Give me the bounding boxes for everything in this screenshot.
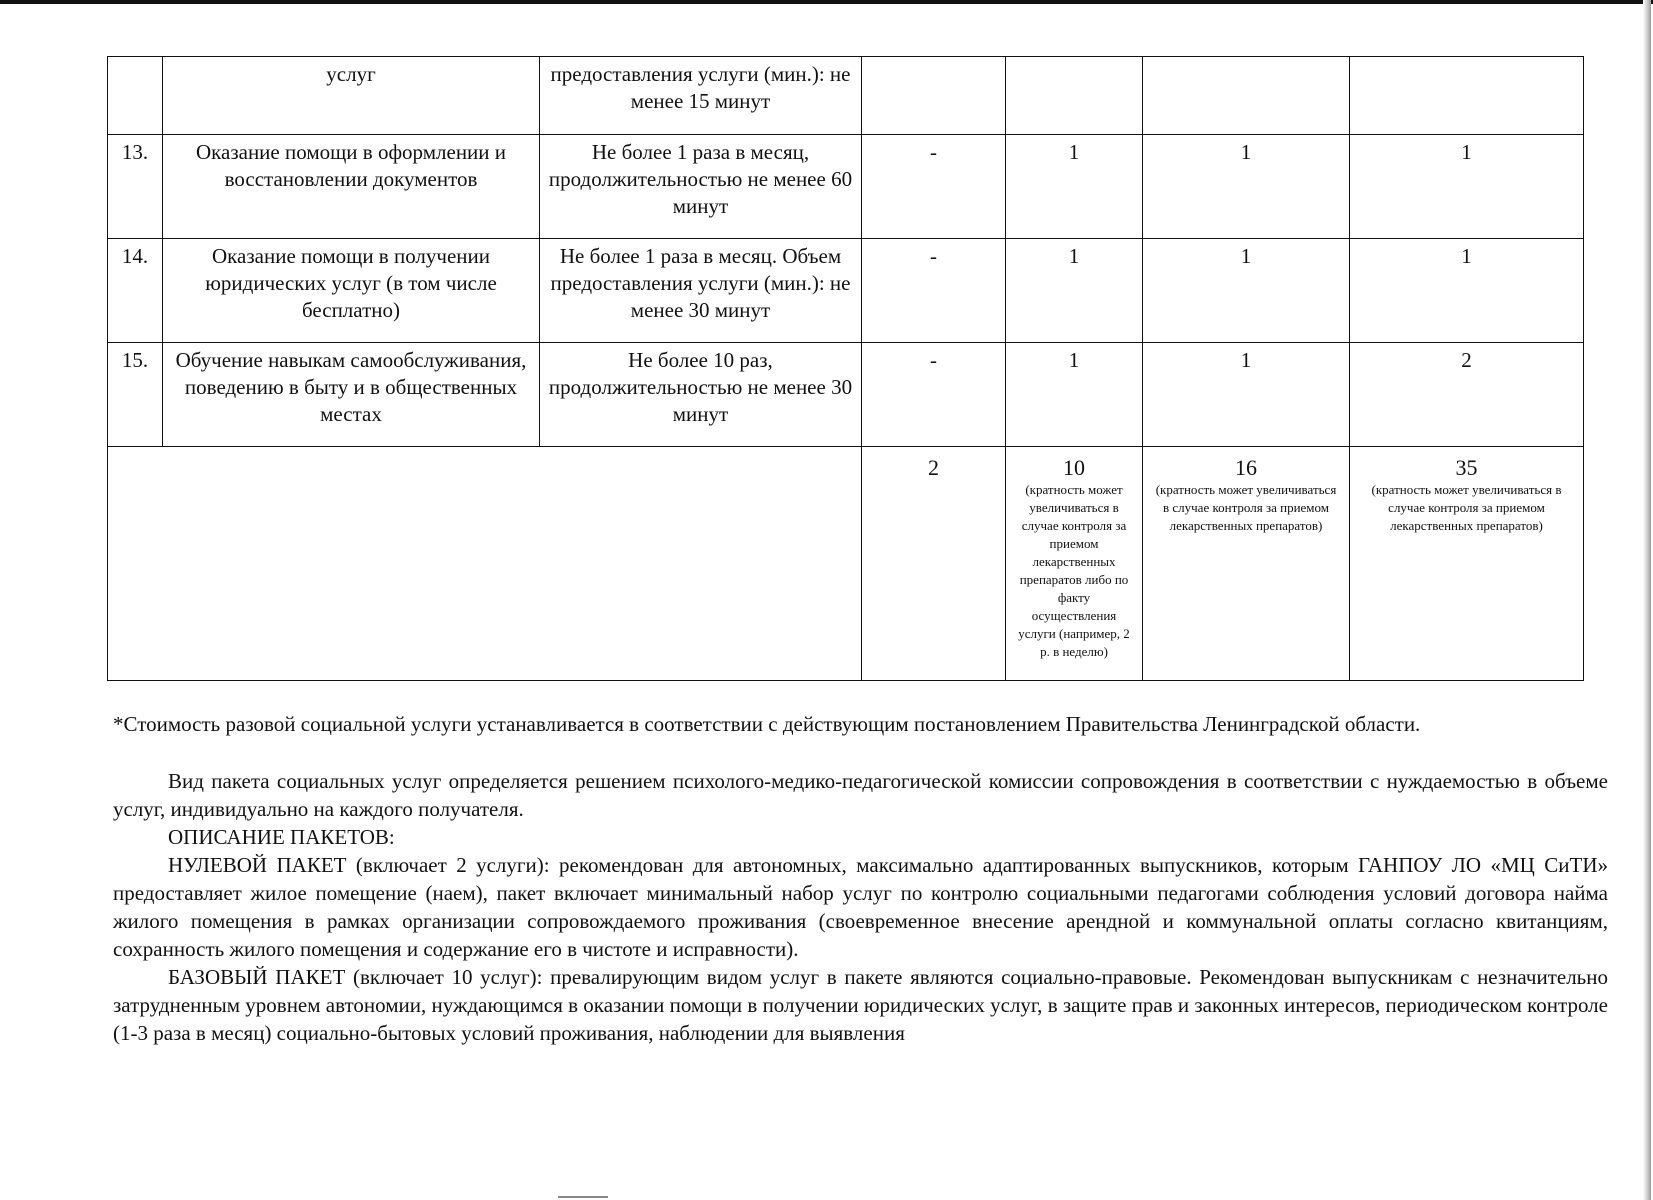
total-value: 10 <box>1063 455 1085 480</box>
cell-total-4 <box>1350 447 1584 681</box>
cell-num: 15. <box>108 343 163 447</box>
scan-top-edge <box>0 0 1653 4</box>
scan-right-edge <box>1643 0 1651 1200</box>
table-row-totals <box>108 447 1584 681</box>
cell-package-1: - <box>862 239 1006 343</box>
services-table <box>107 56 1584 681</box>
total-note: (кратность может увеличиваться в случае контроля за приемом лекарственных препаратов либо по факту осуществления услуги (например, 2 р. в неделю) <box>1018 482 1130 659</box>
cell-frequency: Не более 1 раза в месяц, продолжительностью не менее 60 минут <box>540 135 862 239</box>
table-row <box>108 239 1584 343</box>
table-row <box>108 135 1584 239</box>
table-row <box>108 343 1584 447</box>
total-note: (кратность может увеличиваться в случае контроля за приемом лекарственных препаратов) <box>1371 482 1562 533</box>
cell-num: 13. <box>108 135 163 239</box>
paragraph-zero-package: НУЛЕВОЙ ПАКЕТ (включает 2 услуги): рекомендован для автономных, максимально адаптированных выпускников, которым ГАНПОУ ЛО «МЦ СиТИ» предоставляет жилое помещение (наем), пакет включает минимальный набор услуг по контролю социальными педагогами соблюдения условий договора найма жилого помещения в рамках организации сопровождаемого проживания (своевременное внесение арендной и коммунальной оплаты согласно квитанциям, сохранность жилого помещения и содержание его в чистоте и исправности). <box>113 853 1608 961</box>
total-value: 2 <box>928 455 939 480</box>
cell-package-4: 2 <box>1350 343 1584 447</box>
cell-package-3: 1 <box>1143 135 1350 239</box>
heading-package-descriptions: ОПИСАНИЕ ПАКЕТОВ: <box>168 825 395 849</box>
cell-total-2 <box>1006 447 1143 681</box>
paragraph-base-package: БАЗОВЫЙ ПАКЕТ (включает 10 услуг): превалирующим видом услуг в пакете являются социально-правовые. Рекомендован выпускникам с незначительно затрудненным уровнем автономии, нуждающимся в оказании помощи в получении юридических услуг, в защите прав и законных интересов, периодическом контроле (1-3 раза в месяц) социально-бытовых условий проживания, наблюдении для выявления <box>113 965 1608 1045</box>
cell-package-1: - <box>862 343 1006 447</box>
cell-frequency: Не более 10 раз, продолжительностью не менее 30 минут <box>540 343 862 447</box>
cost-footnote: *Стоимость разовой социальной услуги устанавливается в соответствии с действующим постановлением Правительства Ленинградской области. <box>113 712 1421 736</box>
cell-service: услуг <box>163 57 540 135</box>
cell-package-3: 1 <box>1143 239 1350 343</box>
total-value: 35 <box>1455 455 1478 480</box>
cell-package-4: 1 <box>1350 239 1584 343</box>
cell-package-1: - <box>862 135 1006 239</box>
cell-package-4: 1 <box>1350 135 1584 239</box>
cell-package-2: 1 <box>1006 343 1143 447</box>
cell-frequency: Не более 1 раза в месяц. Объем предоставления услуги (мин.): не менее 30 минут <box>540 239 862 343</box>
table-row-continuation <box>108 57 1584 135</box>
cell-service: Оказание помощи в оформлении и восстановлении документов <box>163 135 540 239</box>
cell-package-2: 1 <box>1006 135 1143 239</box>
cell-total-1 <box>862 447 1006 681</box>
cell-package-2 <box>1006 57 1143 135</box>
cell-package-1 <box>862 57 1006 135</box>
cell-service: Обучение навыкам самообслуживания, поведению в быту и в общественных местах <box>163 343 540 447</box>
cell-num: 14. <box>108 239 163 343</box>
cell-total-3 <box>1143 447 1350 681</box>
cell-package-2: 1 <box>1006 239 1143 343</box>
cell-package-4 <box>1350 57 1584 135</box>
cell-num <box>108 57 163 135</box>
total-value: 16 <box>1235 455 1257 480</box>
cell-totals-label <box>108 447 862 681</box>
cell-frequency: предоставления услуги (мин.): не менее 15 минут <box>540 57 862 135</box>
paragraph-package-definition: Вид пакета социальных услуг определяется решением психолого-медико-педагогической комиссии сопровождения в соответствии с нуждаемостью в объеме услуг, индивидуально на каждого получателя. <box>113 769 1608 821</box>
scan-bottom-mark <box>558 1196 608 1198</box>
total-note: (кратность может увеличиваться в случае контроля за приемом лекарственных препаратов) <box>1155 482 1337 533</box>
cell-service: Оказание помощи в получении юридических услуг (в том числе бесплатно) <box>163 239 540 343</box>
cell-package-3 <box>1143 57 1350 135</box>
package-description <box>113 767 1608 1047</box>
cell-package-3: 1 <box>1143 343 1350 447</box>
